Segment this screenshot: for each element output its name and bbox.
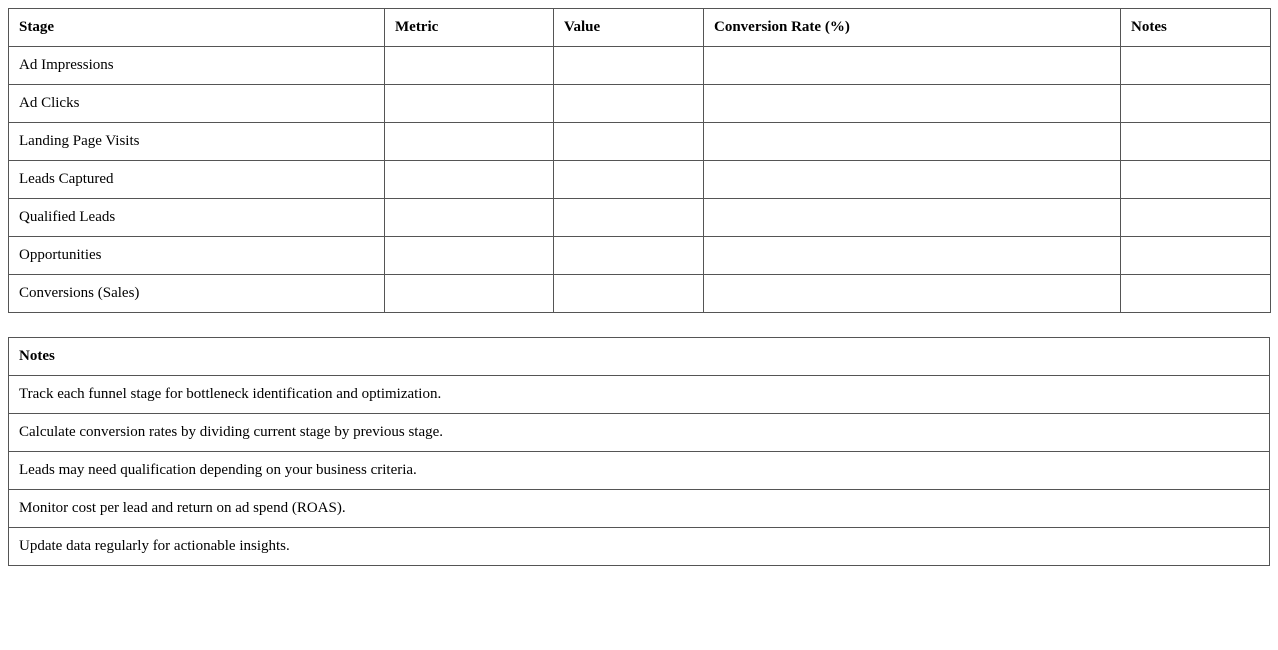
stage-cell: Ad Impressions	[9, 47, 385, 85]
conversion-rate-cell[interactable]	[704, 161, 1121, 199]
conversion-rate-cell[interactable]	[704, 237, 1121, 275]
list-item	[9, 528, 1270, 566]
notes-cell[interactable]	[1121, 123, 1271, 161]
value-cell[interactable]	[554, 123, 704, 161]
notes-cell[interactable]	[1121, 161, 1271, 199]
table-row	[9, 85, 1271, 123]
value-cell[interactable]	[554, 275, 704, 313]
stage-cell: Leads Captured	[9, 161, 385, 199]
stage-cell: Landing Page Visits	[9, 123, 385, 161]
table-row	[9, 123, 1271, 161]
list-item	[9, 414, 1270, 452]
table-row	[9, 275, 1271, 313]
note-text: Monitor cost per lead and return on ad spend (ROAS).	[9, 490, 1270, 528]
table-row	[9, 199, 1271, 237]
stage-cell: Qualified Leads	[9, 199, 385, 237]
value-cell[interactable]	[554, 85, 704, 123]
list-item	[9, 376, 1270, 414]
metric-cell[interactable]	[385, 199, 554, 237]
metric-cell[interactable]	[385, 123, 554, 161]
note-text: Leads may need qualification depending on your business criteria.	[9, 452, 1270, 490]
header-value: Value	[554, 9, 704, 47]
table-row	[9, 47, 1271, 85]
note-text: Track each funnel stage for bottleneck identification and optimization.	[9, 376, 1270, 414]
conversion-rate-cell[interactable]	[704, 199, 1121, 237]
header-notes: Notes	[1121, 9, 1271, 47]
header-metric: Metric	[385, 9, 554, 47]
metric-cell[interactable]	[385, 275, 554, 313]
notes-cell[interactable]	[1121, 275, 1271, 313]
notes-cell[interactable]	[1121, 199, 1271, 237]
value-cell[interactable]	[554, 47, 704, 85]
funnel-table	[8, 8, 1271, 313]
notes-cell[interactable]	[1121, 85, 1271, 123]
list-item	[9, 452, 1270, 490]
stage-cell: Opportunities	[9, 237, 385, 275]
notes-header: Notes	[9, 338, 1270, 376]
document	[8, 8, 1270, 566]
conversion-rate-cell[interactable]	[704, 47, 1121, 85]
table-row	[9, 161, 1271, 199]
value-cell[interactable]	[554, 161, 704, 199]
conversion-rate-cell[interactable]	[704, 123, 1121, 161]
stage-cell: Ad Clicks	[9, 85, 385, 123]
metric-cell[interactable]	[385, 47, 554, 85]
list-item	[9, 490, 1270, 528]
conversion-rate-cell[interactable]	[704, 275, 1121, 313]
table-row	[9, 237, 1271, 275]
note-text: Update data regularly for actionable insights.	[9, 528, 1270, 566]
header-stage: Stage	[9, 9, 385, 47]
note-text: Calculate conversion rates by dividing current stage by previous stage.	[9, 414, 1270, 452]
notes-table	[8, 337, 1270, 566]
notes-cell[interactable]	[1121, 237, 1271, 275]
header-conversion-rate: Conversion Rate (%)	[704, 9, 1121, 47]
conversion-rate-cell[interactable]	[704, 85, 1121, 123]
notes-header-row	[9, 338, 1270, 376]
value-cell[interactable]	[554, 237, 704, 275]
notes-cell[interactable]	[1121, 47, 1271, 85]
stage-cell: Conversions (Sales)	[9, 275, 385, 313]
metric-cell[interactable]	[385, 237, 554, 275]
metric-cell[interactable]	[385, 161, 554, 199]
funnel-header-row	[9, 9, 1271, 47]
value-cell[interactable]	[554, 199, 704, 237]
metric-cell[interactable]	[385, 85, 554, 123]
